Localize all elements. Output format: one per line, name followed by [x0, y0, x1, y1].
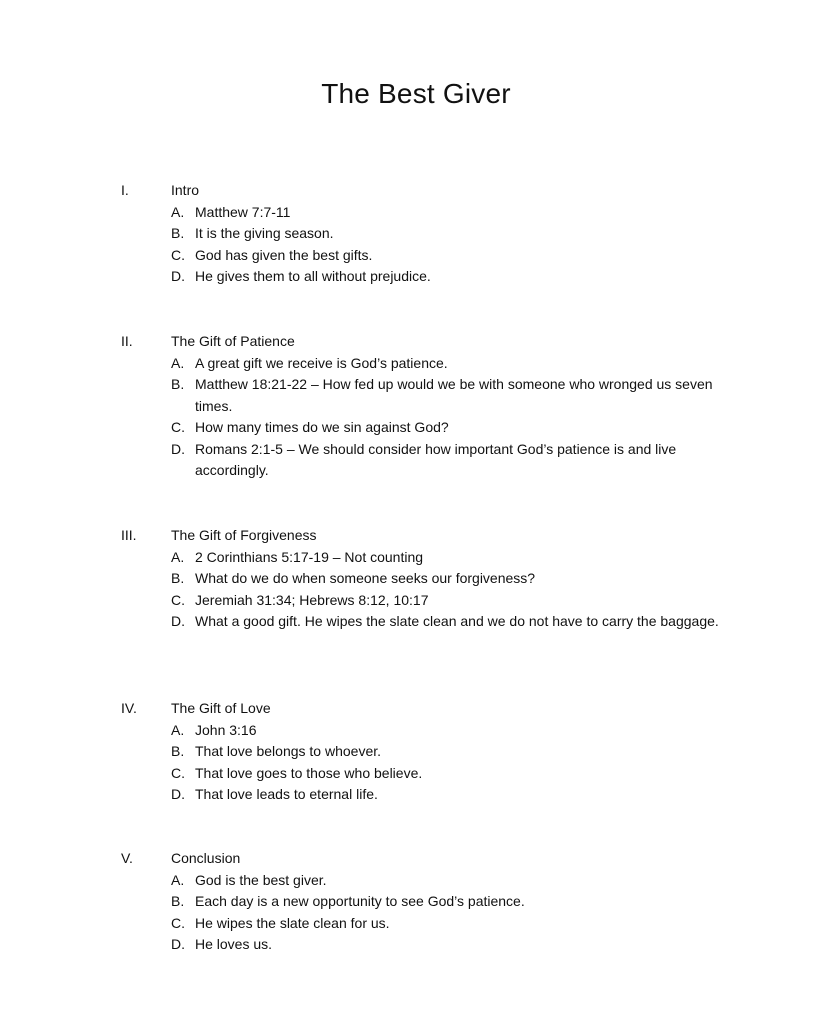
- item-letter: B.: [171, 225, 185, 241]
- section-heading: The Gift of Patience: [171, 333, 295, 349]
- section-items: [171, 547, 731, 633]
- item-text: Romans 2:1-5 – We should consider how important God’s patience is and live accordingly.: [195, 440, 677, 478]
- item-text: He gives them to all without prejudice.: [195, 268, 431, 284]
- outline-item: [171, 784, 731, 806]
- item-text: God has given the best gifts.: [195, 246, 373, 263]
- outline-item: [171, 353, 731, 375]
- outline-item: [171, 870, 731, 892]
- item-letter: B.: [171, 570, 185, 586]
- section-heading: Intro: [171, 182, 200, 198]
- item-letter: A.: [171, 354, 185, 371]
- outline-item: [171, 374, 731, 417]
- section-heading: Conclusion: [171, 850, 241, 866]
- section-heading: The Gift of Forgiveness: [171, 527, 317, 543]
- item-letter: B.: [171, 743, 185, 759]
- outline-item: [171, 223, 731, 245]
- section-items: [171, 353, 731, 482]
- item-text: What do we do when someone seeks our forgiveness?: [195, 570, 536, 586]
- item-text: Each day is a new opportunity to see God’s patience.: [195, 893, 525, 909]
- outline-item: [171, 891, 731, 913]
- item-letter: A.: [171, 548, 185, 565]
- item-text: He loves us.: [195, 936, 273, 952]
- item-text: He wipes the slate clean for us.: [195, 914, 390, 931]
- item-text: What a good gift. He wipes the slate clean and we do not have to carry the baggage.: [195, 613, 719, 629]
- item-text: Matthew 7:7-11: [195, 203, 291, 220]
- section-heading: The Gift of Love: [171, 700, 271, 716]
- outline-item: [171, 266, 731, 288]
- item-letter: B.: [171, 893, 185, 909]
- item-letter: A.: [171, 721, 185, 738]
- item-letter: C.: [171, 419, 185, 435]
- outline-item: [171, 934, 731, 956]
- section-numeral: I.: [121, 182, 129, 198]
- item-text: Matthew 18:21-22 – How fed up would we be with someone who wronged us seven times.: [195, 376, 713, 414]
- item-letter: A.: [171, 203, 185, 220]
- item-text: John 3:16: [195, 721, 257, 738]
- outline-item: [171, 245, 731, 267]
- item-text: That love goes to those who believe.: [195, 764, 423, 781]
- item-text: A great gift we receive is God’s patience.: [195, 354, 448, 371]
- item-text: 2 Corinthians 5:17-19 – Not counting: [195, 548, 424, 565]
- item-text: God is the best giver.: [195, 871, 327, 888]
- outline-item: [171, 913, 731, 935]
- item-text: How many times do we sin against God?: [195, 419, 449, 435]
- outline-item: [171, 439, 731, 482]
- item-text: That love belongs to whoever.: [195, 743, 382, 759]
- item-text: It is the giving season.: [195, 225, 334, 241]
- outline-item: [171, 720, 731, 742]
- item-letter: D.: [171, 268, 185, 284]
- item-letter: C.: [171, 764, 185, 781]
- outline-item: [171, 741, 731, 763]
- section-items: [171, 720, 731, 806]
- item-text: That love leads to eternal life.: [195, 786, 378, 802]
- outline-item: [171, 590, 731, 612]
- item-letter: D.: [171, 613, 185, 629]
- item-letter: D.: [171, 440, 185, 457]
- outline-item: [171, 763, 731, 785]
- item-text: Jeremiah 31:34; Hebrews 8:12, 10:17: [195, 591, 429, 608]
- item-letter: C.: [171, 914, 185, 931]
- item-letter: C.: [171, 246, 185, 263]
- section-numeral: III.: [121, 527, 137, 543]
- item-letter: A.: [171, 871, 185, 888]
- item-letter: D.: [171, 786, 185, 802]
- item-letter: B.: [171, 376, 185, 392]
- section-numeral: II.: [121, 333, 133, 349]
- item-letter: C.: [171, 591, 185, 608]
- outline-item: [171, 611, 731, 633]
- outline-item: [171, 568, 731, 590]
- section-items: [171, 870, 731, 956]
- section-numeral: IV.: [121, 700, 137, 716]
- section-numeral: V.: [121, 850, 133, 866]
- section-items: [171, 202, 731, 288]
- outline-item: [171, 202, 731, 224]
- outline-item: [171, 547, 731, 569]
- document-title: The Best Giver: [321, 78, 511, 109]
- outline-item: [171, 417, 731, 439]
- item-letter: D.: [171, 936, 185, 952]
